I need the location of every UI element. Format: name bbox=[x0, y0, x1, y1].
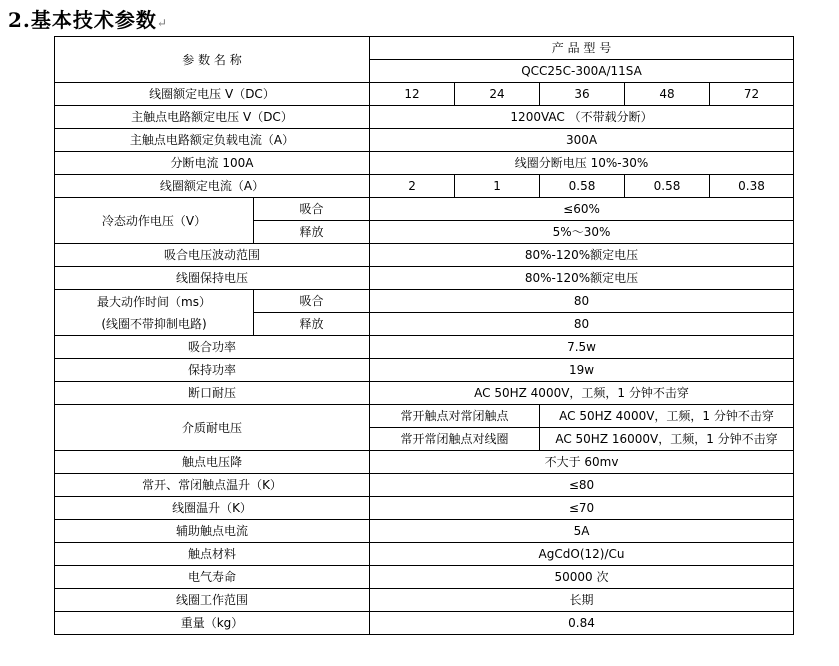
table-row bbox=[55, 566, 794, 589]
value-cell: 48 bbox=[625, 83, 710, 106]
model-cell: QCC25C-300A/11SA bbox=[370, 60, 794, 83]
row-label: 线圈额定电压 V（DC） bbox=[55, 83, 370, 106]
value-cell: 1 bbox=[455, 175, 540, 198]
table-row bbox=[55, 451, 794, 474]
value-cell: 24 bbox=[455, 83, 540, 106]
value-cell: AgCdO(12)/Cu bbox=[370, 543, 794, 566]
table-row bbox=[55, 382, 794, 405]
row-label: 断口耐压 bbox=[55, 382, 370, 405]
table-row bbox=[55, 175, 794, 198]
row-label: 吸合电压波动范围 bbox=[55, 244, 370, 267]
value-cell: 50000 次 bbox=[370, 566, 794, 589]
sub-label: 常开常闭触点对线圈 bbox=[370, 428, 540, 451]
table-row bbox=[55, 267, 794, 290]
value-cell: 0.38 bbox=[710, 175, 794, 198]
value-cell: ≤60% bbox=[370, 198, 794, 221]
row-label: 重量（kg） bbox=[55, 612, 370, 635]
row-label: 分断电流 100A bbox=[55, 152, 370, 175]
header-param-cell: 参 数 名 称 bbox=[55, 37, 370, 83]
sub-label: 吸合 bbox=[254, 198, 370, 221]
row-label: 触点电压降 bbox=[55, 451, 370, 474]
value-cell: AC 50HZ 4000V，工频，1 分钟不击穿 bbox=[540, 405, 794, 428]
row-label: 辅助触点电流 bbox=[55, 520, 370, 543]
value-cell: 12 bbox=[370, 83, 455, 106]
table-row bbox=[55, 106, 794, 129]
row-label: 主触点电路额定负载电流（A） bbox=[55, 129, 370, 152]
table-row bbox=[55, 474, 794, 497]
value-cell: 0.58 bbox=[540, 175, 625, 198]
value-cell: 不大于 60mv bbox=[370, 451, 794, 474]
value-cell: 19w bbox=[370, 359, 794, 382]
table-row bbox=[55, 543, 794, 566]
value-cell: AC 50HZ 16000V，工频，1 分钟不击穿 bbox=[540, 428, 794, 451]
value-cell: 80%-120%额定电压 bbox=[370, 244, 794, 267]
table-row bbox=[55, 497, 794, 520]
value-cell: 0.58 bbox=[625, 175, 710, 198]
table-row bbox=[55, 612, 794, 635]
header-product-cell: 产 品 型 号 bbox=[370, 37, 794, 60]
sub-label: 常开触点对常闭触点 bbox=[370, 405, 540, 428]
value-cell: 长期 bbox=[370, 589, 794, 612]
row-label: 线圈工作范围 bbox=[55, 589, 370, 612]
value-cell: ≤80 bbox=[370, 474, 794, 497]
value-cell: 72 bbox=[710, 83, 794, 106]
table-row bbox=[55, 129, 794, 152]
row-label: 冷态动作电压（V） bbox=[55, 198, 254, 244]
row-label: 线圈保持电压 bbox=[55, 267, 370, 290]
table-row bbox=[55, 290, 794, 313]
table-row bbox=[55, 244, 794, 267]
row-label-line: (线圈不带抑制电路) bbox=[101, 316, 207, 331]
table-row bbox=[55, 359, 794, 382]
sub-label: 释放 bbox=[254, 221, 370, 244]
row-label: 线圈额定电流（A） bbox=[55, 175, 370, 198]
paragraph-mark: ↵ bbox=[156, 16, 168, 30]
table-row bbox=[55, 520, 794, 543]
table-row bbox=[55, 37, 794, 60]
sub-label: 吸合 bbox=[254, 290, 370, 313]
value-cell: 80 bbox=[370, 290, 794, 313]
value-cell: 7.5w bbox=[370, 336, 794, 359]
table-row bbox=[55, 198, 794, 221]
section-heading-text: 2.基本技术参数 bbox=[8, 8, 157, 32]
table-row bbox=[55, 83, 794, 106]
table-row bbox=[55, 589, 794, 612]
table-row bbox=[55, 152, 794, 175]
sub-label: 释放 bbox=[254, 313, 370, 336]
value-cell: 5%～30% bbox=[370, 221, 794, 244]
row-label: 线圈温升（K） bbox=[55, 497, 370, 520]
row-label: 电气寿命 bbox=[55, 566, 370, 589]
row-label: 触点材料 bbox=[55, 543, 370, 566]
value-cell: 线圈分断电压 10%-30% bbox=[370, 152, 794, 175]
value-cell: ≤70 bbox=[370, 497, 794, 520]
row-label: 吸合功率 bbox=[55, 336, 370, 359]
row-label-line: 最大动作时间（ms） bbox=[97, 294, 211, 309]
row-label: 保持功率 bbox=[55, 359, 370, 382]
row-label bbox=[55, 290, 254, 336]
value-cell: 0.84 bbox=[370, 612, 794, 635]
value-cell: AC 50HZ 4000V，工频，1 分钟不击穿 bbox=[370, 382, 794, 405]
table-row bbox=[55, 336, 794, 359]
row-label: 主触点电路额定电压 V（DC） bbox=[55, 106, 370, 129]
spec-table bbox=[54, 36, 794, 635]
value-cell: 80%-120%额定电压 bbox=[370, 267, 794, 290]
value-cell: 2 bbox=[370, 175, 455, 198]
value-cell: 300A bbox=[370, 129, 794, 152]
value-cell: 1200VAC （不带载分断） bbox=[370, 106, 794, 129]
table-row bbox=[55, 405, 794, 428]
section-heading bbox=[8, 4, 168, 33]
value-cell: 5A bbox=[370, 520, 794, 543]
value-cell: 80 bbox=[370, 313, 794, 336]
value-cell: 36 bbox=[540, 83, 625, 106]
row-label: 常开、常闭触点温升（K） bbox=[55, 474, 370, 497]
row-label: 介质耐电压 bbox=[55, 405, 370, 451]
